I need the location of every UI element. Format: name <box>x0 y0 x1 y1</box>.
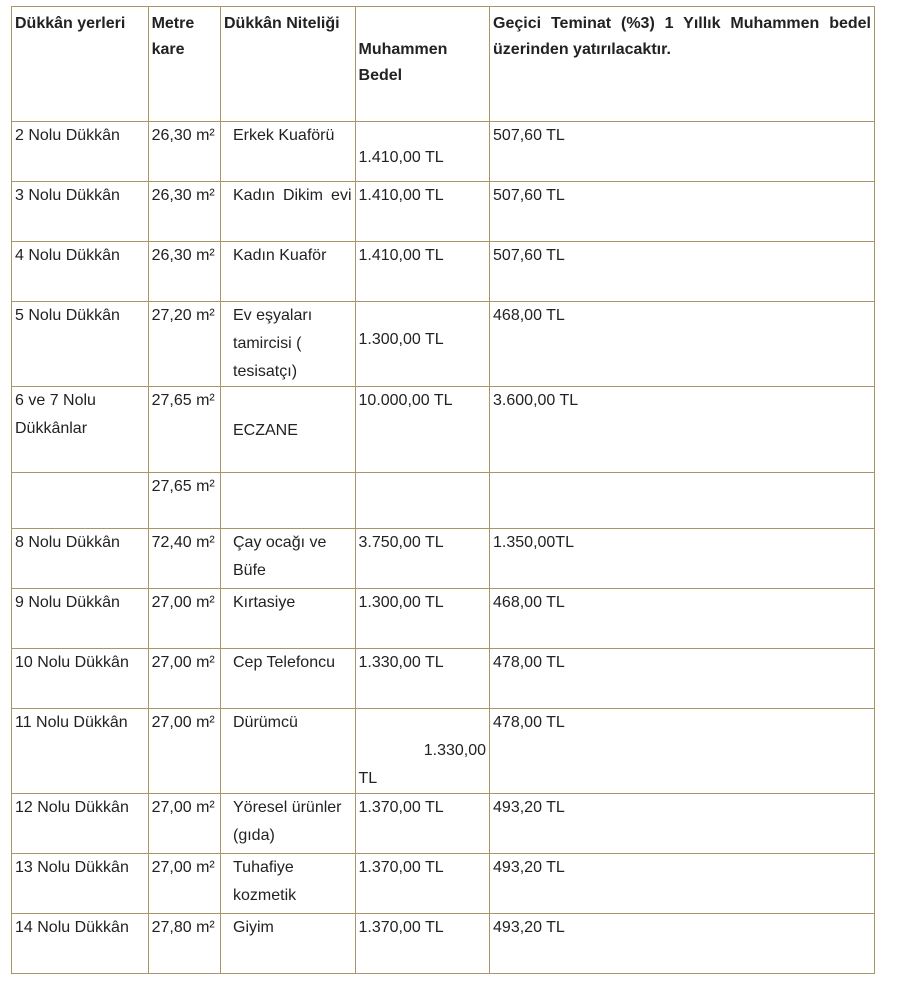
cell-type: Tuhafiye kozmetik <box>221 854 356 914</box>
shops-table <box>11 6 875 974</box>
cell-estimated: 1.330,00 TL <box>355 649 490 709</box>
cell-area: 72,40 m² <box>148 529 220 589</box>
table-row <box>12 709 875 794</box>
cell-location: 12 Nolu Dükkân <box>12 794 149 854</box>
cell-deposit: 478,00 TL <box>490 649 875 709</box>
table-row <box>12 649 875 709</box>
cell-area: 27,00 m² <box>148 794 220 854</box>
cell-deposit: 507,60 TL <box>490 122 875 182</box>
cell-area: 26,30 m² <box>148 242 220 302</box>
cell-deposit: 1.350,00TL <box>490 529 875 589</box>
table-row <box>12 854 875 914</box>
cell-estimated: 1.410,00 TL <box>355 122 490 182</box>
cell-location: 5 Nolu Dükkân <box>12 302 149 387</box>
cell-type: Giyim <box>221 914 356 974</box>
cell-estimated: 1.300,00 TL <box>355 589 490 649</box>
table-row <box>12 473 875 529</box>
cell-type: Yöresel ürünler (gıda) <box>221 794 356 854</box>
cell-type: Dürümcü <box>221 709 356 794</box>
table-header-row <box>12 7 875 122</box>
cell-estimated: 3.750,00 TL <box>355 529 490 589</box>
cell-type: ECZANE <box>221 387 356 473</box>
cell-estimated: 1.330,00 TL <box>355 709 490 794</box>
cell-deposit: 468,00 TL <box>490 302 875 387</box>
cell-deposit: 3.600,00 TL <box>490 387 875 473</box>
cell-deposit: 493,20 TL <box>490 794 875 854</box>
table-row <box>12 387 875 473</box>
cell-location: 3 Nolu Dükkân <box>12 182 149 242</box>
table-row <box>12 589 875 649</box>
cell-estimated: 1.410,00 TL <box>355 182 490 242</box>
cell-type: Kadın Kuaför <box>221 242 356 302</box>
cell-type: Kadın Dikim evi <box>221 182 356 242</box>
cell-estimated: 1.410,00 TL <box>355 242 490 302</box>
cell-deposit: 493,20 TL <box>490 854 875 914</box>
cell-type: Kırtasiye <box>221 589 356 649</box>
cell-area: 27,00 m² <box>148 589 220 649</box>
cell-deposit: 493,20 TL <box>490 914 875 974</box>
cell-deposit: 468,00 TL <box>490 589 875 649</box>
cell-location: 9 Nolu Dükkân <box>12 589 149 649</box>
cell-area: 27,80 m² <box>148 914 220 974</box>
cell-deposit <box>490 473 875 529</box>
cell-location: 11 Nolu Dükkân <box>12 709 149 794</box>
table-row <box>12 794 875 854</box>
cell-location: 14 Nolu Dükkân <box>12 914 149 974</box>
table-row <box>12 302 875 387</box>
cell-estimated: 1.370,00 TL <box>355 854 490 914</box>
cell-area: 27,65 m² <box>148 473 220 529</box>
header-type: Dükkân Niteliği <box>221 7 356 122</box>
cell-type: Çay ocağı ve Büfe <box>221 529 356 589</box>
cell-area: 27,20 m² <box>148 302 220 387</box>
cell-area: 26,30 m² <box>148 182 220 242</box>
cell-type <box>221 473 356 529</box>
cell-deposit: 507,60 TL <box>490 182 875 242</box>
cell-deposit: 507,60 TL <box>490 242 875 302</box>
table-row <box>12 122 875 182</box>
cell-location: 2 Nolu Dükkân <box>12 122 149 182</box>
cell-area: 26,30 m² <box>148 122 220 182</box>
cell-location: 10 Nolu Dükkân <box>12 649 149 709</box>
cell-estimated: 1.300,00 TL <box>355 302 490 387</box>
table-row <box>12 529 875 589</box>
cell-estimated: 10.000,00 TL <box>355 387 490 473</box>
cell-location: 6 ve 7 Nolu Dükkânlar <box>12 387 149 473</box>
cell-type: Cep Telefoncu <box>221 649 356 709</box>
header-estimated: Muhammen Bedel <box>355 7 490 122</box>
header-area: Metre kare <box>148 7 220 122</box>
header-deposit: Geçici Teminat (%3) 1 Yıllık Muhammen bedel üzerinden yatırılacaktır. <box>490 7 875 122</box>
cell-estimated <box>355 473 490 529</box>
cell-estimated: 1.370,00 TL <box>355 914 490 974</box>
cell-type: Ev eşyaları tamircisi ( tesisatçı) <box>221 302 356 387</box>
cell-area: 27,00 m² <box>148 709 220 794</box>
cell-type: Erkek Kuaförü <box>221 122 356 182</box>
table-row <box>12 914 875 974</box>
cell-location: 13 Nolu Dükkân <box>12 854 149 914</box>
cell-area: 27,00 m² <box>148 649 220 709</box>
header-location: Dükkân yerleri <box>12 7 149 122</box>
table-row <box>12 242 875 302</box>
cell-estimated: 1.370,00 TL <box>355 794 490 854</box>
cell-area: 27,00 m² <box>148 854 220 914</box>
cell-location <box>12 473 149 529</box>
cell-deposit: 478,00 TL <box>490 709 875 794</box>
table-row <box>12 182 875 242</box>
cell-location: 8 Nolu Dükkân <box>12 529 149 589</box>
cell-area: 27,65 m² <box>148 387 220 473</box>
cell-location: 4 Nolu Dükkân <box>12 242 149 302</box>
